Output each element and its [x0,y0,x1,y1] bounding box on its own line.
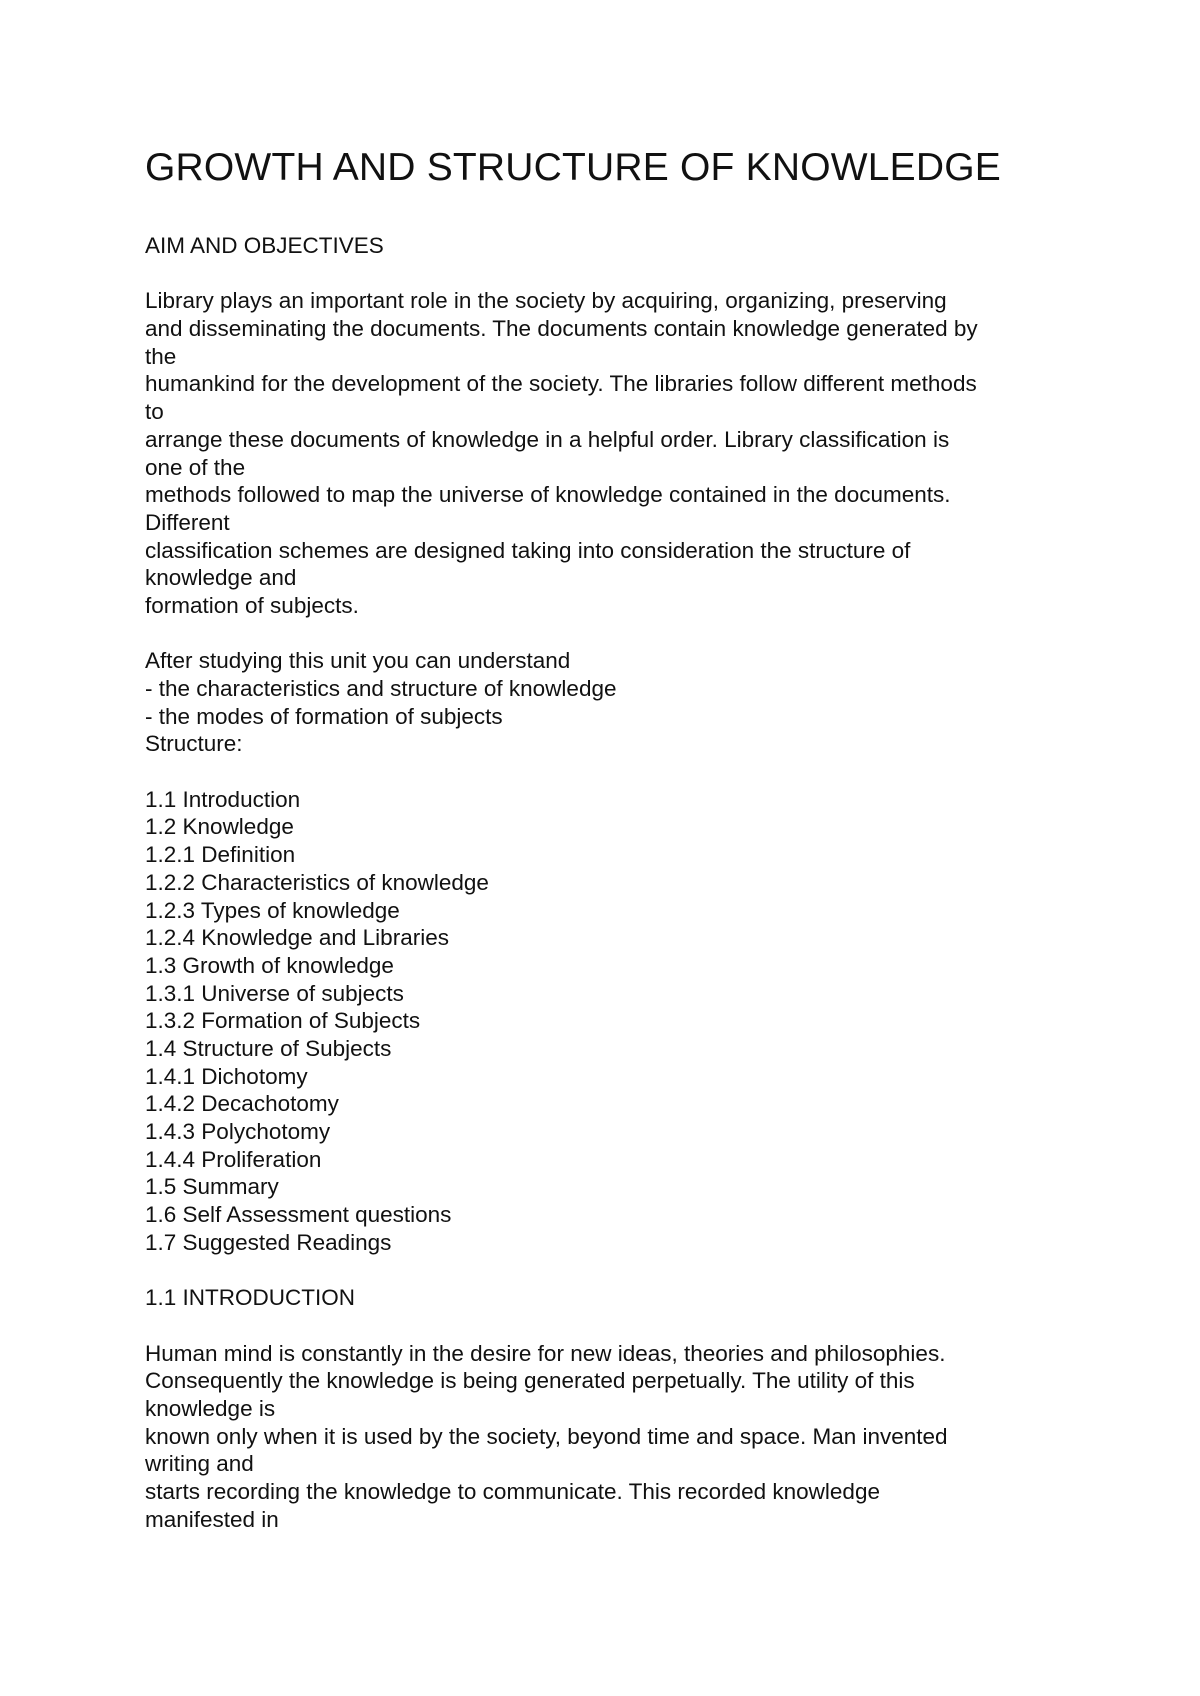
structure-item: 1.7 Suggested Readings [145,1229,392,1255]
paragraph-line: the [145,343,177,369]
spacer [145,1312,978,1340]
structure-list [145,786,978,1257]
section-heading: 1.1 INTRODUCTION [145,1285,356,1311]
aim-heading: AIM AND OBJECTIVES [145,233,384,258]
paragraph-line: Different [145,509,230,535]
objectives-line: - the modes of formation of subjects [145,703,503,729]
paragraph-line: one of the [145,454,246,480]
paragraph-line: known only when it is used by the society, beyond time and space. Man invented [145,1423,948,1449]
paragraph-line: writing and [145,1451,254,1477]
structure-item: 1.4 Structure of Subjects [145,1035,392,1061]
structure-item: 1.5 Summary [145,1174,279,1200]
spacer [145,260,978,288]
objectives-block [145,647,978,758]
paragraph-line: and disseminating the documents. The documents contain knowledge generated by [145,316,978,342]
structure-item: 1.2 Knowledge [145,814,294,840]
paragraph-line: humankind for the development of the society. The libraries follow different methods [145,371,977,397]
spacer [145,620,978,648]
paragraph-line: knowledge is [145,1395,276,1421]
structure-item: 1.4.4 Proliferation [145,1146,322,1172]
structure-item: 1.4.1 Dichotomy [145,1063,308,1089]
paragraph-line: Library plays an important role in the society by acquiring, organizing, preserving [145,288,947,314]
structure-item: 1.4.2 Decachotomy [145,1091,339,1117]
paragraph-line: methods followed to map the universe of knowledge contained in the documents. [145,482,951,508]
paragraph-line: arrange these documents of knowledge in a helpful order. Library classification is [145,426,950,452]
spacer [145,1256,978,1284]
structure-item: 1.2.4 Knowledge and Libraries [145,925,449,951]
paragraph-line: classification schemes are designed taking into consideration the structure of [145,537,911,563]
structure-item: 1.2.1 Definition [145,842,296,868]
intro-paragraph [145,287,978,619]
objectives-line: After studying this unit you can understand [145,648,571,674]
document-title: GROWTH AND STRUCTURE OF KNOWLEDGE [145,146,1001,189]
paragraph-line: knowledge and [145,565,297,591]
structure-label: Structure: [145,731,243,757]
structure-item: 1.6 Self Assessment questions [145,1202,452,1228]
paragraph-line: Human mind is constantly in the desire for new ideas, theories and philosophies. [145,1340,946,1366]
structure-item: 1.2.3 Types of knowledge [145,897,400,923]
structure-item: 1.3.1 Universe of subjects [145,980,404,1006]
paragraph-line: starts recording the knowledge to communicate. This recorded knowledge [145,1478,880,1504]
structure-item: 1.3 Growth of knowledge [145,952,394,978]
paragraph-line: to [145,399,164,425]
structure-item: 1.3.2 Formation of Subjects [145,1008,421,1034]
spacer [145,758,978,786]
paragraph-line: formation of subjects. [145,592,359,618]
structure-item: 1.4.3 Polychotomy [145,1119,331,1144]
document-body [145,232,978,1533]
paragraph-line: manifested in [145,1506,279,1532]
section-paragraph [145,1340,978,1534]
objectives-line: - the characteristics and structure of knowledge [145,676,617,701]
structure-item: 1.2.2 Characteristics of knowledge [145,869,489,895]
structure-item: 1.1 Introduction [145,786,301,812]
paragraph-line: Consequently the knowledge is being generated perpetually. The utility of this [145,1368,915,1394]
